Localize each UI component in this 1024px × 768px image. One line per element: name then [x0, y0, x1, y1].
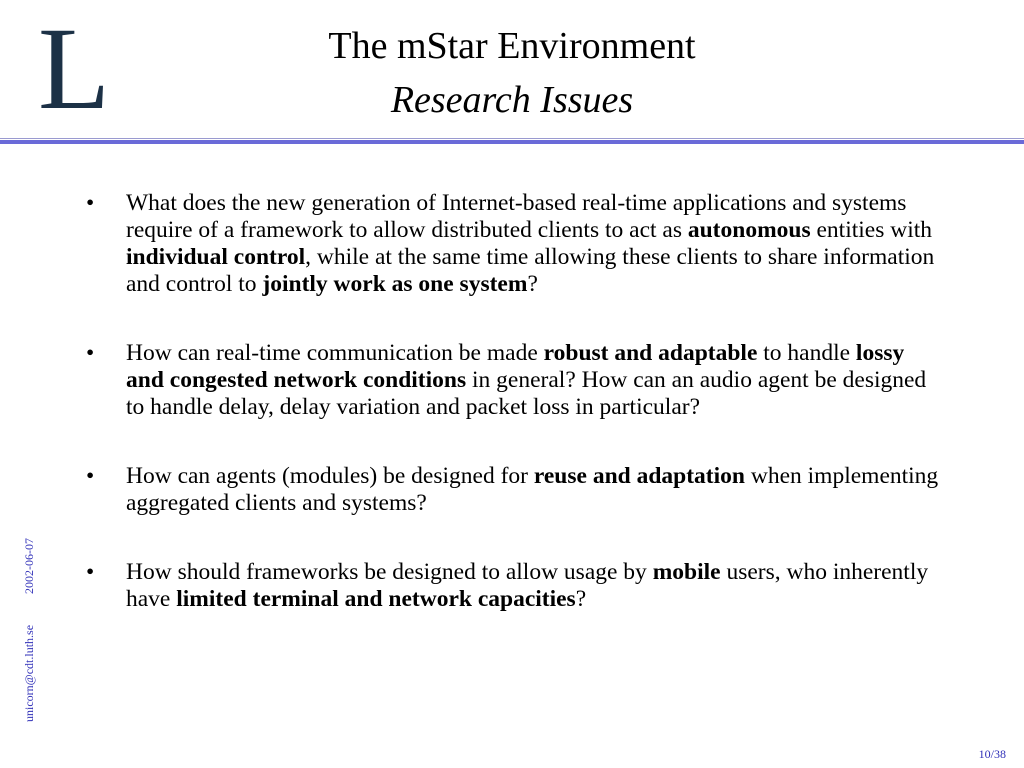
- slide-header: [0, 24, 1024, 122]
- bullet-marker: •: [86, 190, 95, 216]
- header-divider: [0, 140, 1024, 144]
- body-text: How should frameworks be designed to allow usage by: [126, 559, 653, 585]
- author-email: unicorn@cdt.luth.se: [22, 624, 36, 722]
- side-info: [22, 538, 37, 722]
- university-logo: L: [38, 3, 111, 134]
- emphasis-text: jointly work as one system: [262, 271, 528, 297]
- bullet-item: [86, 190, 946, 298]
- slide-title: The mStar Environment: [328, 25, 696, 67]
- emphasis-text: mobile: [652, 559, 721, 585]
- body-text: ?: [527, 271, 538, 297]
- body-text: in general? How can an audio agent be designed to handle delay, delay variation and packet loss in particular?: [126, 367, 927, 420]
- slide-subtitle: Research Issues: [390, 79, 634, 121]
- bullet-text: [126, 559, 928, 612]
- bullet-marker: •: [86, 340, 95, 366]
- body-text: ?: [575, 586, 587, 612]
- body-text: to handle: [757, 340, 856, 366]
- emphasis-text: robust and adaptable: [543, 340, 758, 366]
- body-text: entities with: [810, 217, 933, 243]
- bullet-text: [126, 463, 938, 516]
- body-text: , while at the same time allowing these clients to share information and control to: [126, 244, 935, 297]
- header-divider-thin: [0, 138, 1024, 139]
- bullet-text: [126, 340, 926, 420]
- page-number: 10/38: [978, 747, 1006, 761]
- body-text: What does the new generation of Internet-based real-time applications and systems require of a framework to allow distributed clients to act as: [126, 190, 907, 243]
- bullet-text: [126, 190, 934, 297]
- bullet-marker: •: [86, 463, 95, 489]
- slide-date: 2002-06-07: [22, 537, 36, 594]
- body-text: when implementing aggregated clients and systems?: [126, 463, 939, 516]
- emphasis-text: autonomous: [687, 217, 811, 243]
- emphasis-text: lossy and congested network conditions: [126, 340, 905, 393]
- body-text: How can real-time communication be made: [126, 340, 544, 366]
- bullet-item: [86, 559, 946, 613]
- bullet-item: [86, 340, 946, 421]
- emphasis-text: limited terminal and network capacities: [176, 586, 576, 612]
- emphasis-text: individual control: [126, 244, 306, 270]
- bullet-marker: •: [86, 559, 95, 585]
- emphasis-text: reuse and adaptation: [533, 463, 745, 489]
- bullet-item: [86, 463, 946, 517]
- body-text: How can agents (modules) be designed for: [126, 463, 534, 489]
- bullet-list: [86, 190, 946, 655]
- body-text: users, who inherently have: [126, 559, 929, 612]
